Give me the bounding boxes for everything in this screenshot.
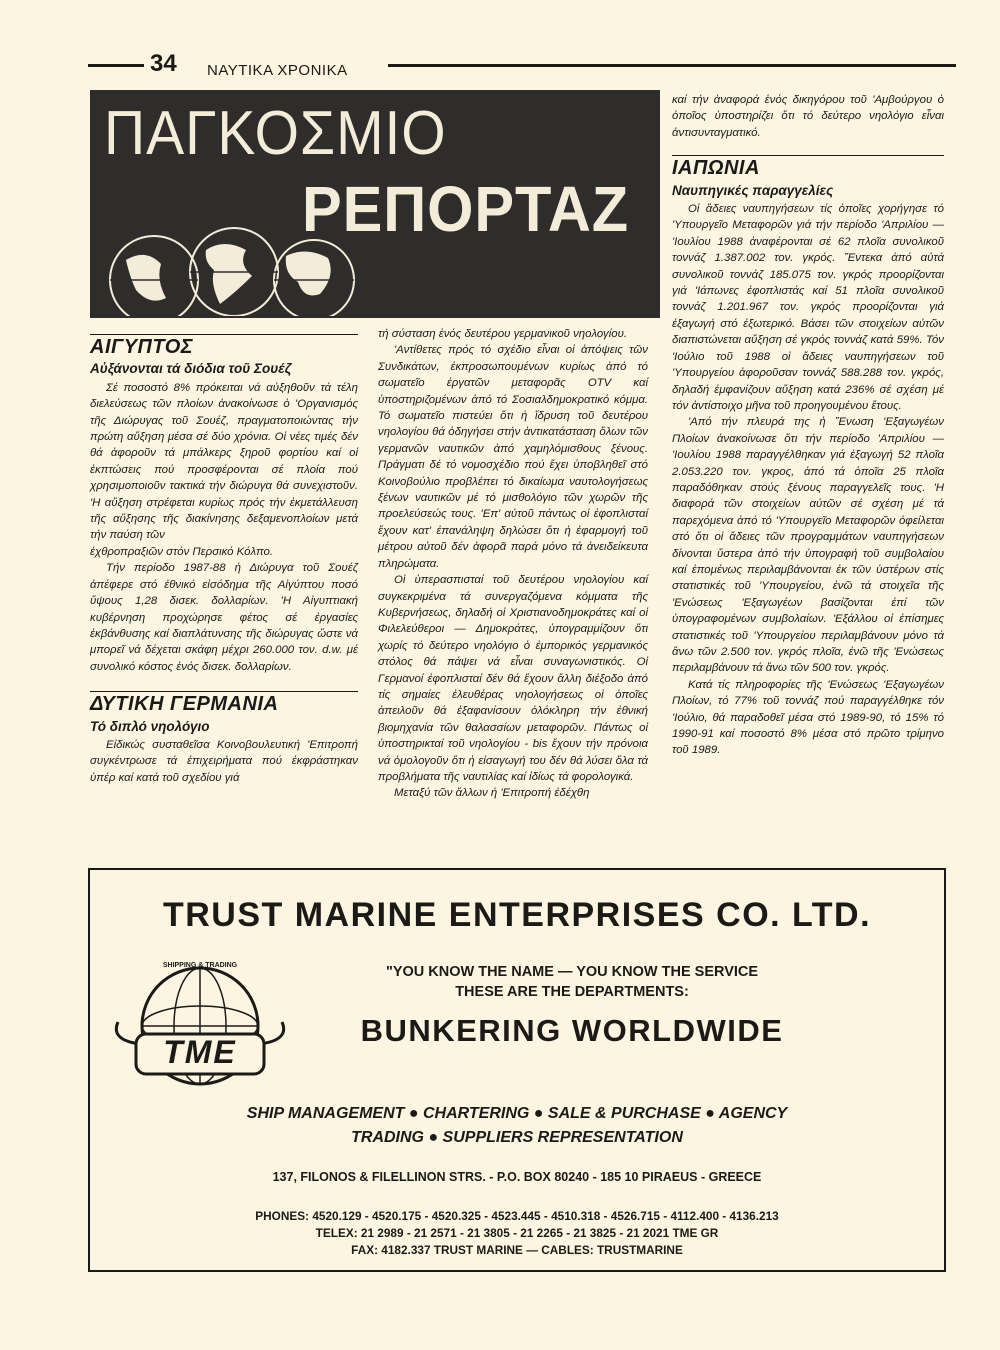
- telex-line: TELEX: 21 2989 - 21 2571 - 21 3805 - 21 2265 - 21 3825 - 21 2021 TME GR: [315, 1226, 719, 1240]
- ad-slogan: [302, 962, 842, 1002]
- section-rule: [90, 691, 358, 692]
- article-paragraph: Μεταξύ τῶν ἄλλων ἡ 'Επιτροπή ἐδέχθη: [394, 787, 590, 800]
- article-paragraph: Οἱ ἄδειες ναυπηγήσεων τίς ὁποῖες χορήγησε τό 'Υπουργεῖο Μεταφορῶν γιά τήν περίοδο 'Απριλίου — 'Ιουλίου 1988 ἀναφέρονται σέ 62 πλοῖα συνολικοῦ τοννάζ 1.387.002 τον. γκρός. Ἔντεκα ἀπό αὐτά συνολικοῦ τοννάζ 185.075 τον. γκρός προορίζονται γιά 'Ιάπωνες ἐφοπλιστάς καί 51 πλοῖα συνολικοῦ τοννάζ 1.201.967 τον. γκρός προορίζονται γιά ἐξαγωγή στό ἐξωτερικό. Βάσει τῶν στοιχείων αὐτῶν διαπιστώνεται αὔξηση σέ γκρός τοννάζ κατά 59%. Τόν 'Ιούλιο τοῦ 1988 οἱ ἄδειες ναυπηγήσεων τοῦ 'Υπουργείου ἀφοροῦσαν τοννάζ 588.288 τον. γκρός, δηλαδή ἐμφανίζουν αὔξηση κατά 236% σέ σχέση μέ τόν ἀντίστοιχο μῆνα τοῦ προηγουμένου ἔτους.: [672, 203, 944, 412]
- globes-icon: [106, 220, 356, 316]
- article-title-shipbuilding: Ναυπηγικές παραγγελίες: [672, 182, 834, 198]
- article-paragraph: Σέ ποσοστό 8% πρόκειται νά αὐξηθοῦν τά τέλη διελεύσεως τῶν πλοίων ἀνακοίνωσε ὁ 'Οργανισμός τῆς Διώρυγας τοῦ Σουέζ, πραγματοποιώντας τήν πρώτη αὔξηση μέσα σέ δύο χρόνια. Οἱ νέες τιμές δέν θά ἀφοροῦν τά μπάλκερς ξηροῦ φορτίου καί οἱ ἐκπτώσεις πού προσφέρονται σέ πλοία πού χρησιμοποιοῦν τακτικά τήν διώρυγα θά συνεχιστοῦν. 'Η αὔξηση στρέφεται κυρίως πρός τήν ἐκμετάλλευση τῆς αὔξησης τῆς διακίνησης δεξαμενοπλοίων μετά τήν παύση τῶν: [90, 381, 358, 542]
- magazine-title: ΝΑΥΤΙΚΑ ΧΡΟΝΙΚΑ: [207, 62, 348, 79]
- article-paragraph: Κατά τίς πληροφορίες τῆς 'Ενώσεως 'Εξαγωγέων Πλοίων, τό 77% τοῦ τοννάζ πού παραγγέλθηκε τόν 'Ιούλιο, θά παραδοθεῖ μέσα στό 1989-90, τό 15% τό 1990-91 καί ποσοστό 8% μέσα στό πρῶτο τρίμηνο τοῦ 1989.: [672, 678, 944, 757]
- advertisement-box: [88, 868, 946, 1272]
- tme-logo-icon: [110, 958, 290, 1108]
- section-title-germany: ΔΥΤΙΚΗ ΓΕΡΜΑΝΙΑ: [90, 693, 279, 716]
- section-rule: [90, 334, 358, 335]
- logo-arc-text: SHIPPING & TRADING: [162, 962, 238, 969]
- article-paragraph: Εἰδικώς συσταθεῖσα Κοινοβουλευτική 'Επιτροπή συγκέντρωσε τά ἐπιχειρήματα πού ἐκφράστηκαν ὑπέρ καί κατά τοῦ σχεδίου γιά: [90, 738, 358, 784]
- article-title-registry: Τό διπλό νηολόγιο: [90, 718, 210, 734]
- world-report-banner: [90, 90, 660, 318]
- ad-headline: BUNKERING WORLDWIDE: [360, 1013, 784, 1048]
- ad-address: 137, FILONOS & FILELLINON STRS. - P.O. BOX 80240 - 185 10 PIRAEUS - GREECE: [272, 1170, 762, 1184]
- article-paragraph: 'Αντίθετες πρός τό σχέδιο εἶναι οἱ ἀπόψεις τῶν Συνδικάτων, ἐκπροσωπουμένων κυρίως ἀπό τό σωματεῖο ἐργατῶν μεταφορᾶς OTV καί ὑποστηριζομένων ἀπό τό Σοσιαλδημοκρατικό κόμμα. Τό σωματεῖο πιστεύει ὅτι ἡ ἵδρυση τοῦ δευτέρου νηολογίου θά ὁδηγήσει στήν ἀντικατάσταση ὅλων τῶν γερμανῶν ναυτικῶν ἀπό χαμηλόμισθους ξένους. Πράγματι δέ τό νομοσχέδιο πού ἔχει ὑποβληθεῖ στό Κοινοβούλιο προβλέπει τό δικαίωμα ναυτολογήσεως ξένων ναυτικῶν μέ τό μισθολόγιο τῶν χωρῶν τῆς προελεύσεώς τους. 'Επ' αὐτοῦ πάντως οἱ ἐφοπλισταί ἔχουν κατ' ἐπανάληψη δηλώσει ὅτι ἡ ἐφαρμογή τοῦ μέτρου αὐτοῦ δέν ἀφορᾶ παρά μόνο τά ἀνειδείκευτα πληρώματα.: [378, 344, 648, 570]
- logo-letters: TME: [163, 1034, 237, 1070]
- phones-line: PHONES: 4520.129 - 4520.175 - 4520.325 - 4523.445 - 4510.318 - 4526.715 - 4112.400 - 4136.213: [255, 1209, 779, 1223]
- article-title-suez: Αὐξάνονται τά διόδια τοῦ Σουέζ: [90, 361, 292, 377]
- ad-company-name: TRUST MARINE ENTERPRISES CO. LTD.: [162, 896, 872, 934]
- article-paragraph: καί τήν ἀναφορά ἑνός δικηγόρου τοῦ 'Αμβούργου ὁ ὁποῖος ὑποστηρίζει ὅτι τό δεύτερο νηολόγιο εἶναι ἀντισυνταγματικό.: [672, 94, 944, 139]
- section-title-japan: ΙΑΠΩΝΙΑ: [672, 157, 760, 180]
- article-paragraph: τή σύσταση ἑνός δευτέρου γερμανικοῦ νηολογίου.: [378, 328, 628, 340]
- banner-title-line2: ΡΕΠΟΡΤΑΖ: [302, 173, 630, 245]
- page-number: 34: [150, 50, 177, 77]
- section-rule: [672, 155, 944, 156]
- fax-line: FAX: 4182.337 TRUST MARINE — CABLES: TRUSTMARINE: [351, 1243, 683, 1257]
- header-rule-right: [388, 64, 956, 67]
- services-line-2: TRADING ● SUPPLIERS REPRESENTATION: [351, 1129, 683, 1146]
- article-paragraph: ἐχθροπραξιῶν στόν Περσικό Κόλπο.: [90, 545, 274, 558]
- column-1: [90, 334, 358, 786]
- column-2: [378, 326, 648, 802]
- section-title-egypt: ΑΙΓΥΠΤΟΣ: [90, 336, 194, 358]
- slogan-line-2: THESE ARE THE DEPARTMENTS:: [455, 984, 689, 1000]
- column-3: [672, 92, 944, 759]
- banner-title-line1: ΠΑΓΚΟΣΜΙΟ: [104, 99, 447, 168]
- services-line-1: SHIP MANAGEMENT ● CHARTERING ● SALE & PURCHASE ● AGENCY: [246, 1105, 788, 1122]
- article-paragraph: 'Από τήν πλευρά της ἡ Ἕνωση 'Εξαγωγέων Πλοίων ἀνακοίνωσε ὅτι τήν περίοδο 'Απριλίου — 'Ιουλίου 1988 παραγγέλθηκαν γιά ἐξαγωγή 52 πλοῖα 2.053.220 τον. γκρος, ἀπό τά ὁποῖα 25 πλοῖα παραδόθηκαν στούς ξένους παραγγελεῖς τους. 'Η διαφορά τῶν στοιχείων αὐτῶν σέ σχέση μέ τά παρεχόμενα ἀπό τό 'Υπουργεῖο Μεταφορῶν ὀφείλεται στό ὅτι οἱ ἄδειες τῶν προγραμμάτων ναυπηγήσεων δίνονται ὕστερα ἀπό τήν ὑπογραφή τοῦ συμβολαίου καί ἑπομένως περιλαμβάνονται ἐκ τῶν ὑστέρων στίς στατιστικές τοῦ 'Υπουργείου, ἐνῶ τά στοιχεῖα τῆς 'Ενώσεως 'Εξαγωγέων βασίζονται ἐπί τῶν ὑπογραφομένων συμβολαίων. 'Εξάλλου οἱ ἐπίσημες στατιστικές τοῦ 'Υπουργείου περιλαμβάνουν μόνο τά ἄνω τῶν 2.500 τον. γκρός πλοῖα, ἐνῶ τῆς 'Ενώσεως περιλαμβάνουν τά ἄνω τῶν 500 τον. γκρός.: [672, 416, 944, 675]
- ad-contacts: [90, 1208, 944, 1259]
- ad-services: [90, 1102, 944, 1150]
- slogan-line-1: "YOU KNOW THE NAME — YOU KNOW THE SERVICE: [385, 964, 759, 980]
- article-paragraph: Οἱ ὑπερασπισταί τοῦ δευτέρου νηολογίου καί συγκεκριμένα τά συνεργαζόμενα κόμματα τῆς Κυβερνήσεως, δηλαδή οἱ Χριστιανοδημοκράτες καί οἱ Φιλελεύθεροι — Δημοκράτες, ὑπογραμμίζουν ὅτι χωρίς τό δεύτερο νηολόγιο ὁ ἐμπορικός γερμανικός στόλος θά πάψει νά εἶναι συναγωνιστικός. Οἱ Γερμανοί ἐφοπλισταί δέν θά ἔχουν ἄλλη διέξοδο ἀπό τίς σημαίες ἐλευθέρας νηολογήσεως οἱ ὁποῖες ἀπειλοῦν θά ἐξαφανίσουν ὁλόκληρη τήν ἐθνική βιομηχανία τῶν θαλασσίων μεταφορῶν. Πάντως οἱ ὑποστηρικταί τοῦ νηολογίου - bis ἔχουν τήν πρόνοια νά ὁμολογοῦν ὅτι ἡ εἰσαγωγή του δέν θά λύσει ὅλα τά προβλήματα τῆς ναυτιλίας καί ἰδίως τά φορολογικά.: [378, 574, 648, 783]
- article-paragraph: Τήν περίοδο 1987-88 ἡ Διώρυγα τοῦ Σουέζ ἀπέφερε στό ἐθνικό εἰσόδημα τῆς Αἰγύπτου ποσό ὕψους 1,28 δισεκ. δολλαρίων. 'Η Αἰγυπτιακή κυβέρνηση προχώρησε φέτος σέ ἐργασίες ἐκβάνθυσης καί διαπλάτυνσης τῆς διώρυγας ὥστε νά μπορεῖ νά δέχεται σκάφη μέχρι 260.000 τον. d.w. μέ συνολικό κόστος ἑνός δισεκ. δολλαρίων.: [90, 562, 358, 673]
- header-rule-left: [88, 64, 144, 67]
